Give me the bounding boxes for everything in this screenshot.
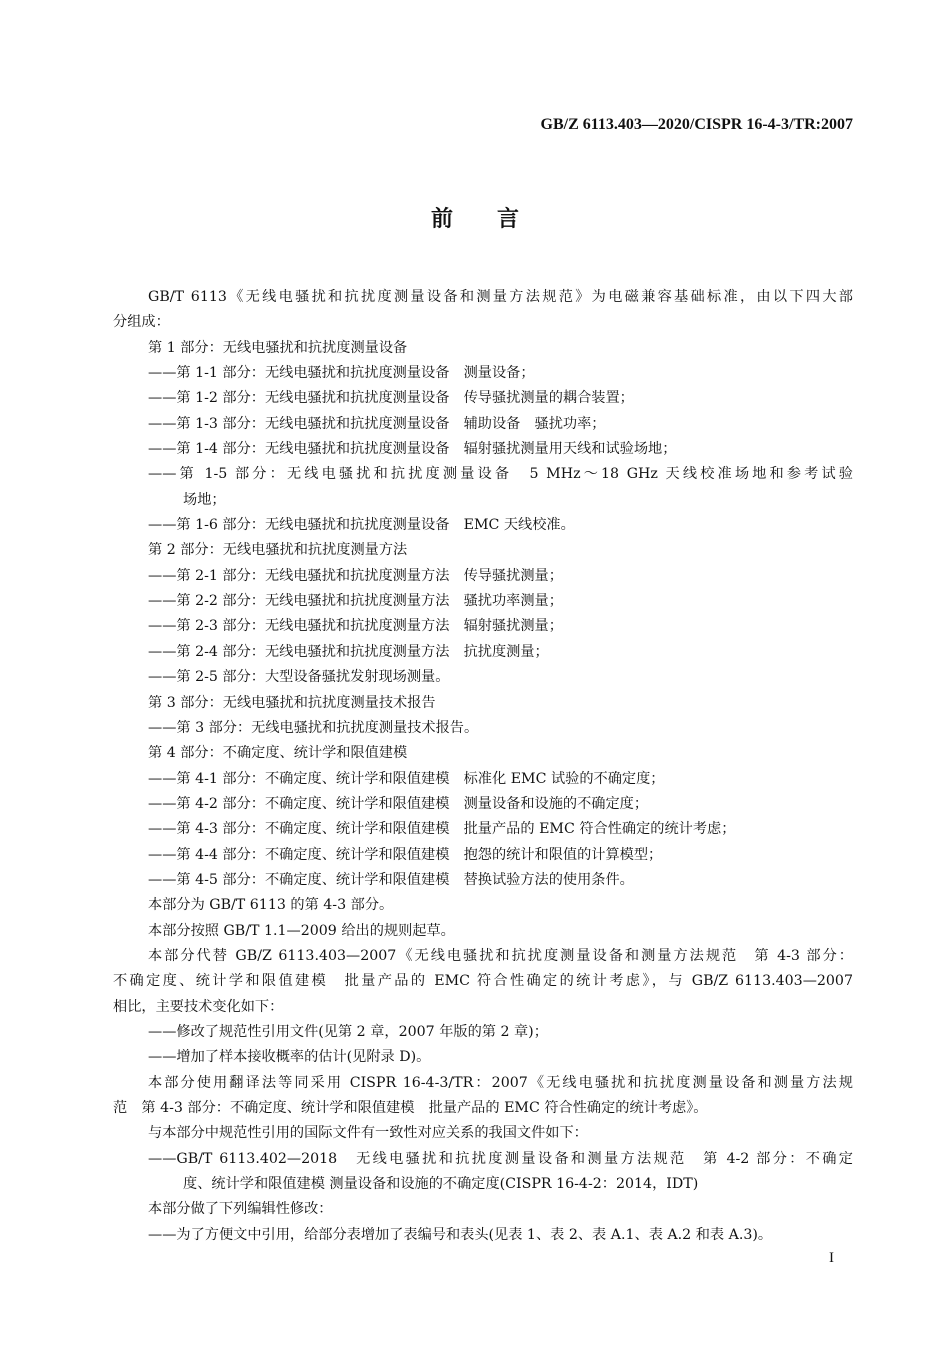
paragraph-line: 本部分使用翻译法等同采用 CISPR 16-4-3/TR：2007《无线电骚扰和抗扰度测量设备和测量方法规 <box>148 1074 853 1091</box>
list-item: ——第 2-4 部分：无线电骚扰和抗扰度测量方法 抗扰度测量； <box>148 643 549 660</box>
foreword-body <box>113 285 853 1248</box>
list-item: ——第 2-1 部分：无线电骚扰和抗扰度测量方法 传导骚扰测量； <box>148 567 563 584</box>
list-item: ——第 1-3 部分：无线电骚扰和抗扰度测量设备 辅助设备 骚扰功率； <box>148 415 606 432</box>
list-item-continuation: 场地； <box>183 491 226 508</box>
paragraph-line: 本部分为 GB/T 6113 的第 4-3 部分。 <box>148 897 394 914</box>
list-item: ——第 2-3 部分：无线电骚扰和抗扰度测量方法 辐射骚扰测量； <box>148 618 563 635</box>
list-item: ——第 3 部分：无线电骚扰和抗扰度测量技术报告。 <box>148 719 479 736</box>
list-item: ——第 2-2 部分：无线电骚扰和抗扰度测量方法 骚扰功率测量； <box>148 593 563 610</box>
part-heading: 第 2 部分：无线电骚扰和抗扰度测量方法 <box>148 542 408 559</box>
standard-number-header: GB/Z 6113.403—2020/CISPR 16-4-3/TR:2007 <box>540 116 853 133</box>
paragraph-line: 本部分按照 GB/T 1.1—2009 给出的规则起草。 <box>148 922 455 939</box>
part-heading: 第 4 部分：不确定度、统计学和限值建模 <box>148 745 408 762</box>
list-item: ——第 4-3 部分：不确定度、统计学和限值建模 批量产品的 EMC 符合性确定的统计考虑； <box>148 821 736 838</box>
list-item: ——第 4-1 部分：不确定度、统计学和限值建模 标准化 EMC 试验的不确定度； <box>148 770 665 787</box>
page-title: 前言 <box>430 207 563 232</box>
list-item: ——第 4-4 部分：不确定度、统计学和限值建模 抱怨的统计和限值的计算模型； <box>148 846 663 863</box>
paragraph-line: 与本部分中规范性引用的国际文件有一致性对应关系的我国文件如下： <box>148 1125 588 1142</box>
paragraph-line: 分组成： <box>113 314 170 331</box>
list-item: ——GB/T 6113.402—2018 无线电骚扰和抗扰度测量设备和测量方法规范 第 4-2 部分：不确定 <box>148 1150 853 1167</box>
part-heading: 第 1 部分：无线电骚扰和抗扰度测量设备 <box>148 339 408 356</box>
list-item: ——修改了规范性引用文件(见第 2 章，2007 年版的第 2 章)； <box>148 1023 548 1040</box>
list-item: ——增加了样本接收概率的估计(见附录 D)。 <box>148 1049 431 1066</box>
paragraph-line: 范 第 4-3 部分：不确定度、统计学和限值建模 批量产品的 EMC 符合性确定的统计考虑》。 <box>113 1100 708 1116</box>
list-item: ——为了方便文中引用，给部分表增加了表编号和表头(见表 1、表 2、表 A.1、表 A.2 和表 A.3)。 <box>148 1226 773 1243</box>
list-item: ——第 4-5 部分：不确定度、统计学和限值建模 替换试验方法的使用条件。 <box>148 871 634 888</box>
page-number: I <box>829 1250 834 1266</box>
paragraph-line: 相比，主要技术变化如下： <box>113 998 284 1015</box>
list-item-continuation: 度、统计学和限值建模 测量设备和设施的不确定度(CISPR 16-4-2：2014，IDT) <box>183 1176 699 1193</box>
list-item: ——第 1-2 部分：无线电骚扰和抗扰度测量设备 传导骚扰测量的耦合装置； <box>148 390 634 407</box>
part-heading: 第 3 部分：无线电骚扰和抗扰度测量技术报告 <box>148 694 436 711</box>
paragraph-line: 本部分做了下列编辑性修改： <box>148 1201 333 1218</box>
paragraph-line: 不确定度、统计学和限值建模 批量产品的 EMC 符合性确定的统计考虑》，与 GB/Z 6113.403—2007 <box>113 973 853 990</box>
list-item: ——第 1-5 部分：无线电骚扰和抗扰度测量设备 5 MHz～18 GHz 天线校准场地和参考试验 <box>148 466 853 483</box>
list-item: ——第 1-4 部分：无线电骚扰和抗扰度测量设备 辐射骚扰测量用天线和试验场地； <box>148 441 677 458</box>
list-item: ——第 2-5 部分：大型设备骚扰发射现场测量。 <box>148 669 450 686</box>
list-item: ——第 4-2 部分：不确定度、统计学和限值建模 测量设备和设施的不确定度； <box>148 795 649 812</box>
list-item: ——第 1-1 部分：无线电骚扰和抗扰度测量设备 测量设备； <box>148 365 535 382</box>
paragraph-line: 本部分代替 GB/Z 6113.403—2007《无线电骚扰和抗扰度测量设备和测量方法规范 第 4-3 部分： <box>148 947 853 964</box>
list-item: ——第 1-6 部分：无线电骚扰和抗扰度测量设备 EMC 天线校准。 <box>148 517 575 534</box>
paragraph-line: GB/T 6113《无线电骚扰和抗扰度测量设备和测量方法规范》为电磁兼容基础标准，由以下四大部 <box>148 289 853 305</box>
